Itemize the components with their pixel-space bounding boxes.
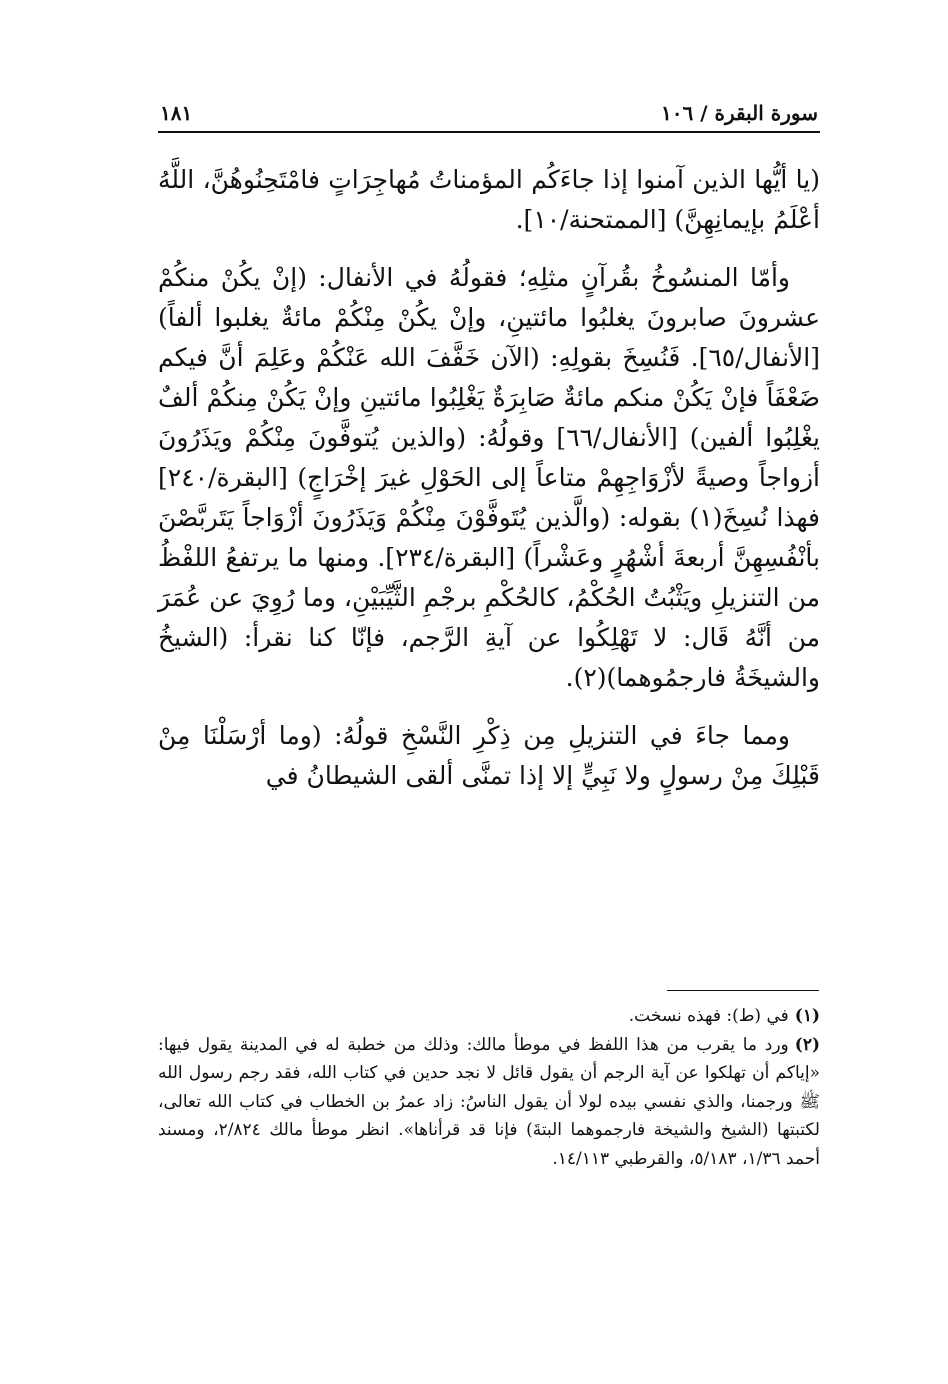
header-rule [158,131,820,133]
paragraph-tanzil: ومما جاءَ في التنزيلِ مِن ذِكْرِ النَّسْخِ قولُهُ: (وما أرْسَلْنَا مِنْ قَبْلِكَ مِنْ رسولٍ ولا نَبِيٍّ إلا إذا تمنَّى ألقى الشيطانُ في [158,721,820,790]
paragraph-abrogated: وأمّا المنسُوخُ بقُرآنٍ مثلِهِ؛ فقولُهُ في الأنفال: (إنْ يكُنْ منكُمْ عشرونَ صابرونَ يغلبُوا مائتينِ، وإنْ يكُنْ مِنْكُمْ مائةٌ يغلبوا ألفاً) [الأنفال/٦٥]. فَنُسِخَ بقولِهِ: (الآن خَفَّفَ الله عَنْكُمْ وعَلِمَ أنَّ فيكم ضَعْفَاً فإنْ يَكُنْ منكم مائةٌ صَابِرَةٌ يَغْلِبُوا مائتينِ وإنْ يَكُنْ مِنكُمْ ألفٌ يغْلِبُوا ألفين) [الأنفال/٦٦] وقولُهُ: (والذين يُتوفَّونَ مِنْكُمْ ويَذَرُونَ أزواجاً وصيةً لأزْوَاجِهِمْ متاعاً إلى الحَوْلِ غيرَ إخْرَاجٍ) [البقرة/٢٤٠] فهذا نُسِخَ(١) بقوله: (والَّذين يُتَوفَّوْنَ مِنْكُمْ وَيَذَرُونَ أزْوَاجاً يَتَربَّصْنَ بأنْفُسِهِنَّ أربعةَ أشْهُرٍ وعَشْراً) [البقرة/٢٣٤]. ومنها ما يرتفعُ اللفْظُ من التنزيلِ ويَثْبُتُ الحُكْمُ، كالحُكْمِ برجْمِ الثَّيِّبَيْنِ، وما رُوِيَ عن عُمَرَ من أنَّهُ قَال: لا تَهْلِكُوا عن آيةِ الرَّجم، فإنّا كنا نقرأ: (الشيخُ والشيخَةُ فارجمُوهما)(٢). [158,263,820,692]
footnote-rule [667,990,819,991]
paragraph-quote: (يا أيُّها الذين آمنوا إذا جاءَكُم المؤمناتُ مُهاجِرَاتٍ فامْتَحِنُوهُنَّ، اللَّهُ أعْلَمُ بإيمانِهِنَّ) [الممتحنة/١٠]. [158,165,820,234]
footnote-number: (٢) [794,1034,820,1055]
running-header [160,98,818,128]
header-title: سورة البقرة / ١٠٦ [661,101,818,125]
main-text [158,160,820,814]
footnote-text: في (ط): فهذه نسخت. [628,1006,789,1026]
page-number: ١٨١ [160,101,193,125]
footnote-1 [158,1002,820,1031]
footnote-text: ورد ما يقرب من هذا اللفظ في موطأ مالك: وذلك من خطبة له في المدينة يقول فيها: «إياكم أن تهلكوا عن آية الرجم أن يقول قائل لا نجد حدين في كتاب الله، فقد رجم رسول الله ﷺ ورجمنا، والذي نفسي بيده لولا أن يقول الناسُ: زاد عمرُ بن الخطاب في كتاب الله تعالى، لكتبتها (الشيخ والشيخة فارجموهما البتةَ) فإنا قد قرأناها». انظر موطأ مالك ٢/٨٢٤، ومسند أحمد ١/٣٦، ٥/١٨٣، والقرطبي ١٤/١١٣. [158,1034,820,1169]
footnote-2 [158,1031,820,1174]
footnote-number: (١) [794,1006,820,1026]
footnotes [158,1002,820,1173]
